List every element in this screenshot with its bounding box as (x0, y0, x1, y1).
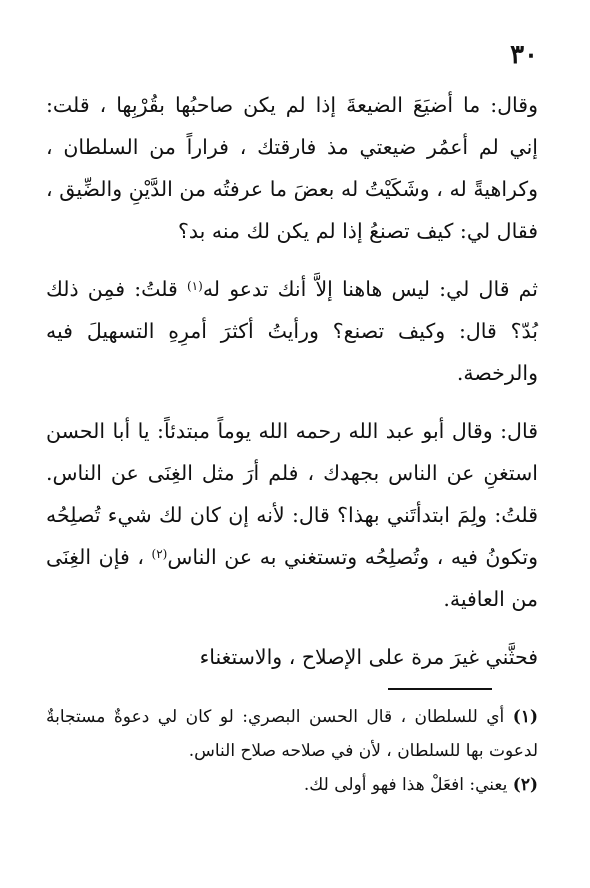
paragraph-text: ثم قال لي: ليس هاهنا إلاَّ أنك تدعو له (202, 277, 538, 301)
footnote (46, 768, 538, 802)
paragraph-text: ، فإن الغِنَى من العافية. (46, 545, 538, 611)
footnote-number: (١) (512, 707, 538, 727)
paragraph-text: وقال: ما أضيَعَ الضيعةَ إذا لم يكن صاحبُها بقُرْبِها ، قلت: إني لم أعمُر ضيعتي مذ فارقتك ، فراراً من السلطان ، وكراهيةً له ، وشَكَيْتُ له بعضَ ما عرفتُه من الدَّيْنِ والضِّيق ، فقال لي: كيف تصنعُ إذا لم يكن لك منه بد؟ (46, 93, 538, 243)
footnote (46, 700, 538, 768)
main-text (46, 84, 538, 694)
paragraph (46, 268, 538, 394)
paragraph (46, 84, 538, 252)
paragraph (46, 636, 538, 678)
paragraph-text: قلتُ: فمِن ذلك بُدّ؟ قال: وكيف تصنع؟ ورأيتُ أكثرَ أمرِهِ التسهيلَ فيه والرخصة. (46, 277, 538, 385)
footnote-text: أي للسلطان ، قال الحسن البصري: لو كان لي دعوةٌ مستجابةٌ لدعوت بها للسلطان ، لأن في صلاحه صلاح الناس. (46, 707, 538, 761)
page-number: ٣٠ (510, 40, 538, 70)
footnote-reference: (١) (186, 279, 203, 293)
footnotes (46, 700, 538, 802)
paragraph (46, 410, 538, 620)
footnote-text: يعني: افعَلْ هذا فهو أولى لك. (303, 775, 513, 795)
footnote-separator (388, 688, 492, 690)
paragraph-text: قال: وقال أبو عبد الله رحمه الله يوماً مبتدئاً: يا أبا الحسن استغنِ عن الناس بجهدك ، فلم أرَ مثل الغِنَى عن الناس. قلتُ: ولِمَ ابتدأتَني بهذا؟ قال: لأنه إن كان لك شيء تُصلِحُه وتكونُ فيه ، وتُصلِحُه وتستغني به عن الناس (46, 419, 538, 569)
footnote-number: (٢) (512, 775, 538, 795)
footnote-reference: (٢) (151, 547, 168, 561)
paragraph-text: فحثَّني غيرَ مرة على الإصلاح ، والاستغناء (199, 645, 538, 669)
